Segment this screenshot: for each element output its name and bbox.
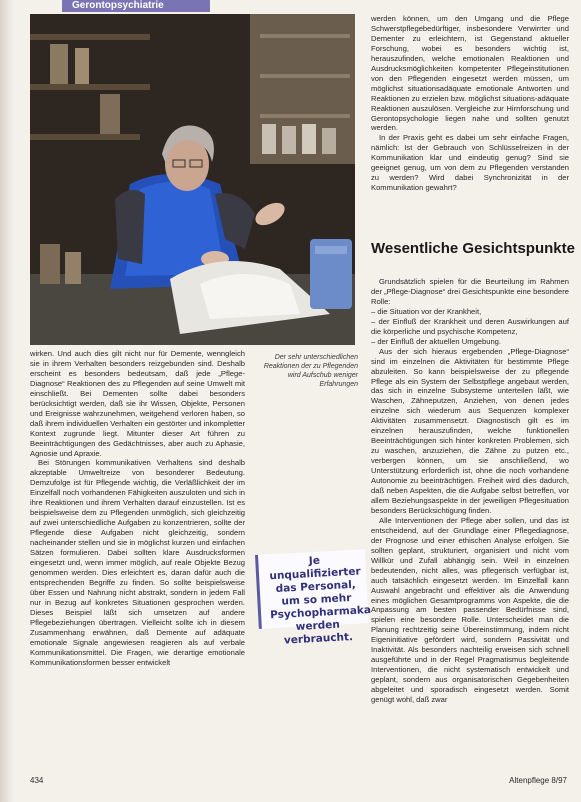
photo-illustration	[30, 14, 355, 345]
text-column-left	[30, 349, 245, 763]
section-heading: Wesentliche Gesichtspunkte	[371, 240, 575, 257]
pull-quote	[255, 549, 372, 647]
text-column-right-bottom	[371, 277, 569, 759]
list-item: – der Einfluß der Krankheit und deren Auswirkungen auf die körperliche und psychische Kompetenz,	[371, 316, 569, 336]
paragraph: werden können, um den Umgang und die Pflege Schwerstpflegebedürftiger, insbesondere Verwirrter und Dementer zu erleichtern, ist Gegenstand aktueller Forschung, wobei es besonders wichtig ist, herauszufinden, welche emotionalen Reaktionen und Ausdrucksmöglichkeiten kompetenter Pflegeinstitutionen von den Pflegenden eingesetzt werden müssen, um möglichst situationsadäquate emotionale Antworten und Reaktionen zu erzielen bzw. möglichst situations-adäquate Reaktionen auszulösen. Vergleiche zur Hirnforschung und Gerontopsychologie liegen nahe und sollten genutzt werden.	[371, 14, 569, 133]
text-column-right-top	[371, 14, 569, 244]
paragraph: Grundsätzlich spielen für die Beurteilung im Rahmen der „Pflege-Diagnose“ drei Gesichtspunkte eine besondere Rolle:	[371, 277, 569, 306]
paragraph: wirken. Und auch dies gilt nicht nur für Demente, wenngleich sie in ihrem Verhalten besonders reizgebunden sind. Deshalb erscheint es besonders bedeutsam, daß jede „Pflege-Diagnose“ Reaktionen des zu Pflegenden auf seine Umwelt mit einschließt. Bei Dementen sollte dabei besonders berücksichtigt werden, daß sie ihr Wissen, Objekte, Personen und Ereignisse wahrzunehmen, weitgehend verloren haben, so daß ihrem individuellen Verhalten ein gestörter und inkompletter Kontext zugrunde liegt. Mitunter dieser Art führen zu Beeinträchtigungen des Gedächtnisses, aber auch zu Aphasie, Agnosie und Apraxie.	[30, 349, 245, 458]
journal-issue: Altenpflege 8/97	[509, 776, 567, 785]
paragraph: In der Praxis geht es dabei um sehr einfache Fragen, nämlich: Ist der Gebrauch von Schlüsselreizen in der Kommunikation klar und eindeutig genug? Sind sie geeignet genug, um von dem zu Pflegenden verstanden zu werden? Wird dabei Synchronizität in der Kommunikation gewahrt?	[371, 133, 569, 193]
list-item: – der Einfluß der aktuellen Umgebung.	[371, 336, 502, 346]
page-number: 434	[30, 776, 44, 785]
page-gutter-shadow	[0, 0, 14, 802]
article-photo	[30, 14, 355, 345]
paragraph: Bei Störungen kommunikativen Verhaltens sind deshalb akzeptable Umweltreize von besonderer Bedeutung. Demzufolge ist für Pflegende wichtig, die Verläßlichkeit der im Einzelfall noch vorhandenen Fähigkeiten auszuloten und sich in ihre Reaktionen und ihrem Verhalten darauf einzustellen. Ist es beispielsweise dem zu Pflegenden unmöglich, sich gleichzeitig auf zwei unterschiedliche Aufgaben zu konzentrieren, sollte der Pflegende diese Aufgaben nicht gleichzeitig, sondern nacheinander stellen und sie in möglichst kurzen und einfachen Sätzen formulieren. Dabei sollten klare Ausdrucksformen eingesetzt und, wenn immer möglich, auf reale Objekte Bezug genommen werden. Dies erleichtert es, daran dafür auch die entsprechenden Begriffe zu finden. So sollte beispielsweise über Essen und Nahrung nicht abstrakt, sondern in jedem Fall nur in Bezug auf konkretes Situationen gesprochen werden. Dieses Beispiel läßt sich umsetzen auf andere Pflegebeziehungen übertragen. Vielleicht sollte ich in diesem Zusammenhang erwähnen, daß Demente auf adäquate emotionale Signale angewiesen reagieren als auf verbale Kommunikationsmittel. Die Fragen, wie derartige emotionale Kommunikationsformen besser entwickelt	[30, 458, 245, 667]
paragraph: Aus der sich hieraus ergebenden „Pflege-Diagnose“ sind im einzelnen die Aktivitäten für bestimmte Pflege abzuleiten. So kann beispielsweise der zu pflegende Pflege als ein System der Selbstpflege angebaut werden, das sich in einzelne Subsysteme unterteilen läßt, wie Waschen, Zähneputzen, Anziehen, von denen jedes einzelne sich wiederum aus Sequenzen komplexer Aktivitäten zusammensetzt. Diagnostisch gilt es im einzelnen herauszufinden, welche funktionellen Beeinträchtigungen sich hinter konkreten Problemen, sich zu waschen, anzuziehen, die Zähne zu putzen etc., verbergen können, um sie anschließend, wo Unterstützung erforderlich ist, ohne die noch vorhandene Autonomie zu beeinträchtigen. Freiheit wird dies dadurch, daß neben Aspekten, die die Aufgabe selbst betreffen, vor allem Beziehungsaspekte in der jeweiligen Pflegesituation besonders Berücksichtigung finden.	[371, 346, 569, 515]
photo-caption: Der sehr unterschiedlichen Reaktionen der zu Pflegenden wird Aufschub weniger Erfahrungen	[263, 354, 358, 388]
paragraph: Alle Interventionen der Pflege aber sollen, und das ist entscheidend, auf der Grundlage einer Pflegediagnose, der Prognose und einer ethischen Analyse erfolgen. Sie sollten geplant, strukturiert, organisiert und nicht vom Willkür und Zufall abhängig sein. Weil in einzelnen bedeutenden, nicht alles, was pflegerisch verfügbar ist, auch tatsächlich eingesetzt werden. Im Einzelfall kann Auswahl angebracht und effektiver als die Anwendung eines möglichen Gesamtprogramms von Aspekte, die die Anpassung am besten passender Bedürfnisse sind, spielen eine besondere Rolle. Unterscheidet man die Planung rechtzeitig seine Übereinstimmung, indem nicht Eigeninitiative gefördert wird, sondern Passivität und Inaktivität. Als besonders nachteilig erweisen sich schnell ausgeführte und in der Regel Pragmatismus begleitende Interventionen, die nicht systematisch entwickelt und geplant, sondern aus organisatorischen Gegebenheiten abgeleitet und sporadisch eingesetzt werden. Somit genügt wohl, daß zwar	[371, 515, 569, 705]
list-item: – die Situation vor der Krankheit,	[371, 306, 482, 316]
section-label: Gerontopsychiatrie	[62, 0, 210, 12]
pull-quote-text: Je unqualifizierter das Personal, um so mehr Psychopharmaka werden verbraucht.	[269, 554, 372, 647]
